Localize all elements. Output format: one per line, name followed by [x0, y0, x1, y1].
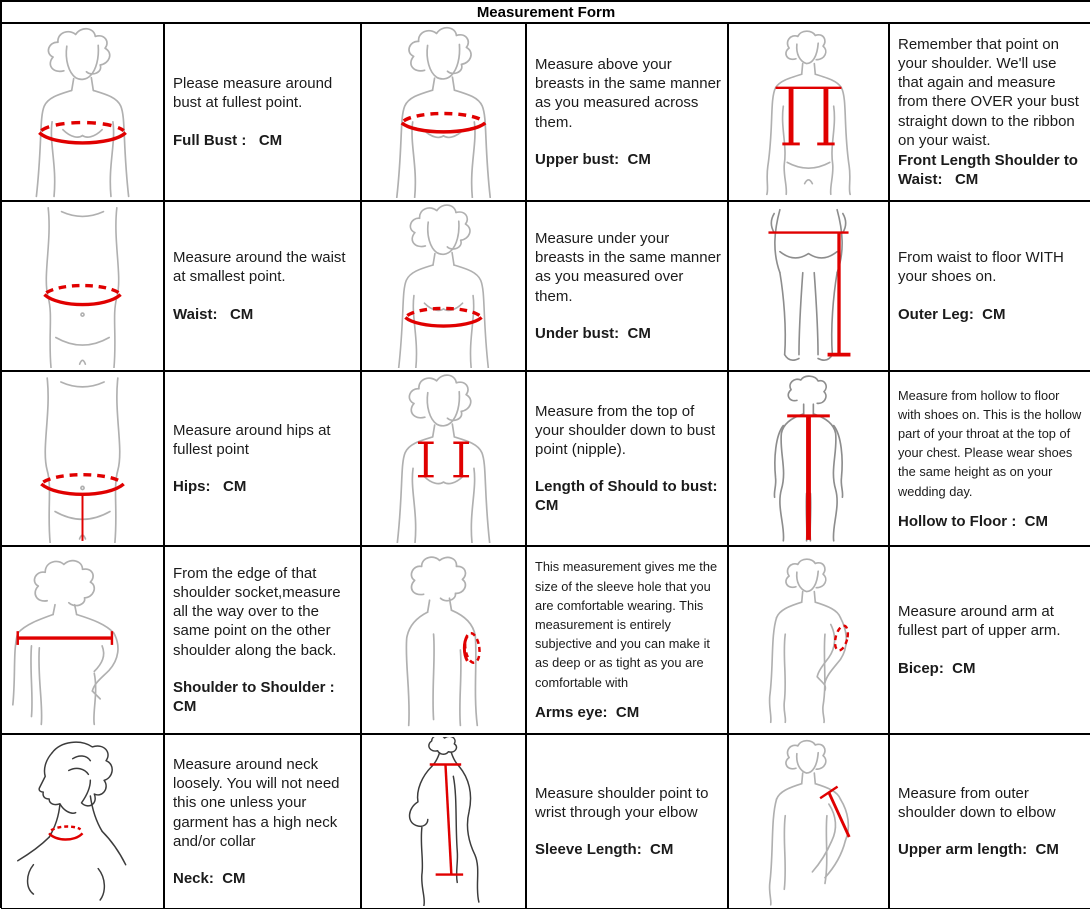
neck-cell	[164, 734, 361, 909]
hips-label: Hips: CM	[173, 478, 247, 496]
hips-cell	[164, 371, 361, 546]
front-length-label: Front Length Shoulder to Waist: CM	[898, 151, 1083, 189]
arms-eye-cell	[526, 546, 728, 734]
sleeve-length-cell	[526, 734, 728, 909]
hips-instruction: Measure around hips at fullest point	[173, 421, 335, 458]
waist-label: Waist: CM	[173, 305, 254, 323]
full-bust-cell	[164, 23, 361, 201]
waist-figure	[1, 201, 164, 371]
neck-label: Neck: CM	[173, 869, 246, 887]
under-bust-cell	[526, 201, 728, 371]
hips-figure	[1, 371, 164, 546]
sleeve-length-instruction: Measure shoulder point to wrist through your elbow	[535, 784, 713, 821]
upper-bust-instruction: Measure above your breasts in the same manner as you measured across them.	[535, 56, 726, 131]
bicep-label: Bicep: CM	[898, 659, 976, 677]
shoulder-to-shoulder-cell	[164, 546, 361, 734]
upper-arm-cell	[889, 734, 1090, 909]
hollow-to-floor-figure	[728, 371, 889, 546]
outer-leg-figure	[728, 201, 889, 371]
shoulder-to-bust-label: Length of Should to bust: CM	[535, 478, 726, 515]
under-bust-figure	[361, 201, 526, 371]
upper-arm-label: Upper arm length: CM	[898, 841, 1059, 859]
upper-bust-figure	[361, 23, 526, 201]
neck-instruction: Measure around neck loosely. You will not need this one unless your garment has a high neck and/or collar	[173, 755, 344, 850]
bicep-figure	[728, 546, 889, 734]
shoulder-to-shoulder-label: Shoulder to Shoulder : CM	[173, 678, 339, 715]
hollow-to-floor-label: Hollow to Floor : CM	[898, 512, 1048, 530]
waist-cell	[164, 201, 361, 371]
neck-figure	[1, 734, 164, 909]
shoulder-to-shoulder-instruction: From the edge of that shoulder socket,measure all the way over to the same point on the other shoulder along the back.	[173, 564, 345, 659]
arms-eye-instruction: This measurement gives me the size of the sleeve hole that you are comfortable wearing. This measurement is entirely subjective and you can make it as deep or as tight as you are comfortable with	[535, 559, 721, 690]
under-bust-label: Under bust: CM	[535, 324, 651, 342]
front-length-cell	[889, 23, 1090, 201]
bicep-cell	[889, 546, 1090, 734]
bicep-instruction: Measure around arm at fullest part of upper arm.	[898, 603, 1061, 640]
outer-leg-instruction: From waist to floor WITH your shoes on.	[898, 249, 1069, 286]
shoulder-to-bust-cell	[526, 371, 728, 546]
front-length-instruction: Remember that point on your shoulder. We'll use that again and measure from there OVER your bust straight down to the ribbon on your waist.	[898, 35, 1084, 149]
arms-eye-label: Arms eye: CM	[535, 703, 640, 721]
upper-arm-figure	[728, 734, 889, 909]
outer-leg-cell	[889, 201, 1090, 371]
front-length-figure	[728, 23, 889, 201]
shoulder-to-bust-figure	[361, 371, 526, 546]
shoulder-to-shoulder-figure	[1, 546, 164, 734]
upper-arm-instruction: Measure from outer shoulder down to elbow	[898, 784, 1056, 821]
waist-instruction: Measure around the waist at smallest point.	[173, 249, 350, 286]
sleeve-length-label: Sleeve Length: CM	[535, 841, 674, 859]
hollow-to-floor-instruction: Measure from hollow to floor with shoes on. This is the hollow part of your throat at the top of your chest. Please wear shoes the same height as on your wedding day.	[898, 387, 1085, 499]
full-bust-figure	[1, 23, 164, 201]
full-bust-instruction: Please measure around bust at fullest point.	[173, 75, 337, 112]
arms-eye-figure	[361, 546, 526, 734]
outer-leg-label: Outer Leg: CM	[898, 305, 1006, 323]
hollow-to-floor-cell	[889, 371, 1090, 546]
upper-bust-label: Upper bust: CM	[535, 150, 651, 168]
sleeve-length-figure	[361, 734, 526, 909]
under-bust-instruction: Measure under your breasts in the same manner as you measured over them.	[535, 230, 726, 305]
full-bust-label: Full Bust : CM	[173, 131, 283, 149]
page-title: Measurement Form	[1, 1, 1090, 23]
shoulder-to-bust-instruction: Measure from the top of your shoulder down to bust point (nipple).	[535, 402, 720, 458]
upper-bust-cell	[526, 23, 728, 201]
